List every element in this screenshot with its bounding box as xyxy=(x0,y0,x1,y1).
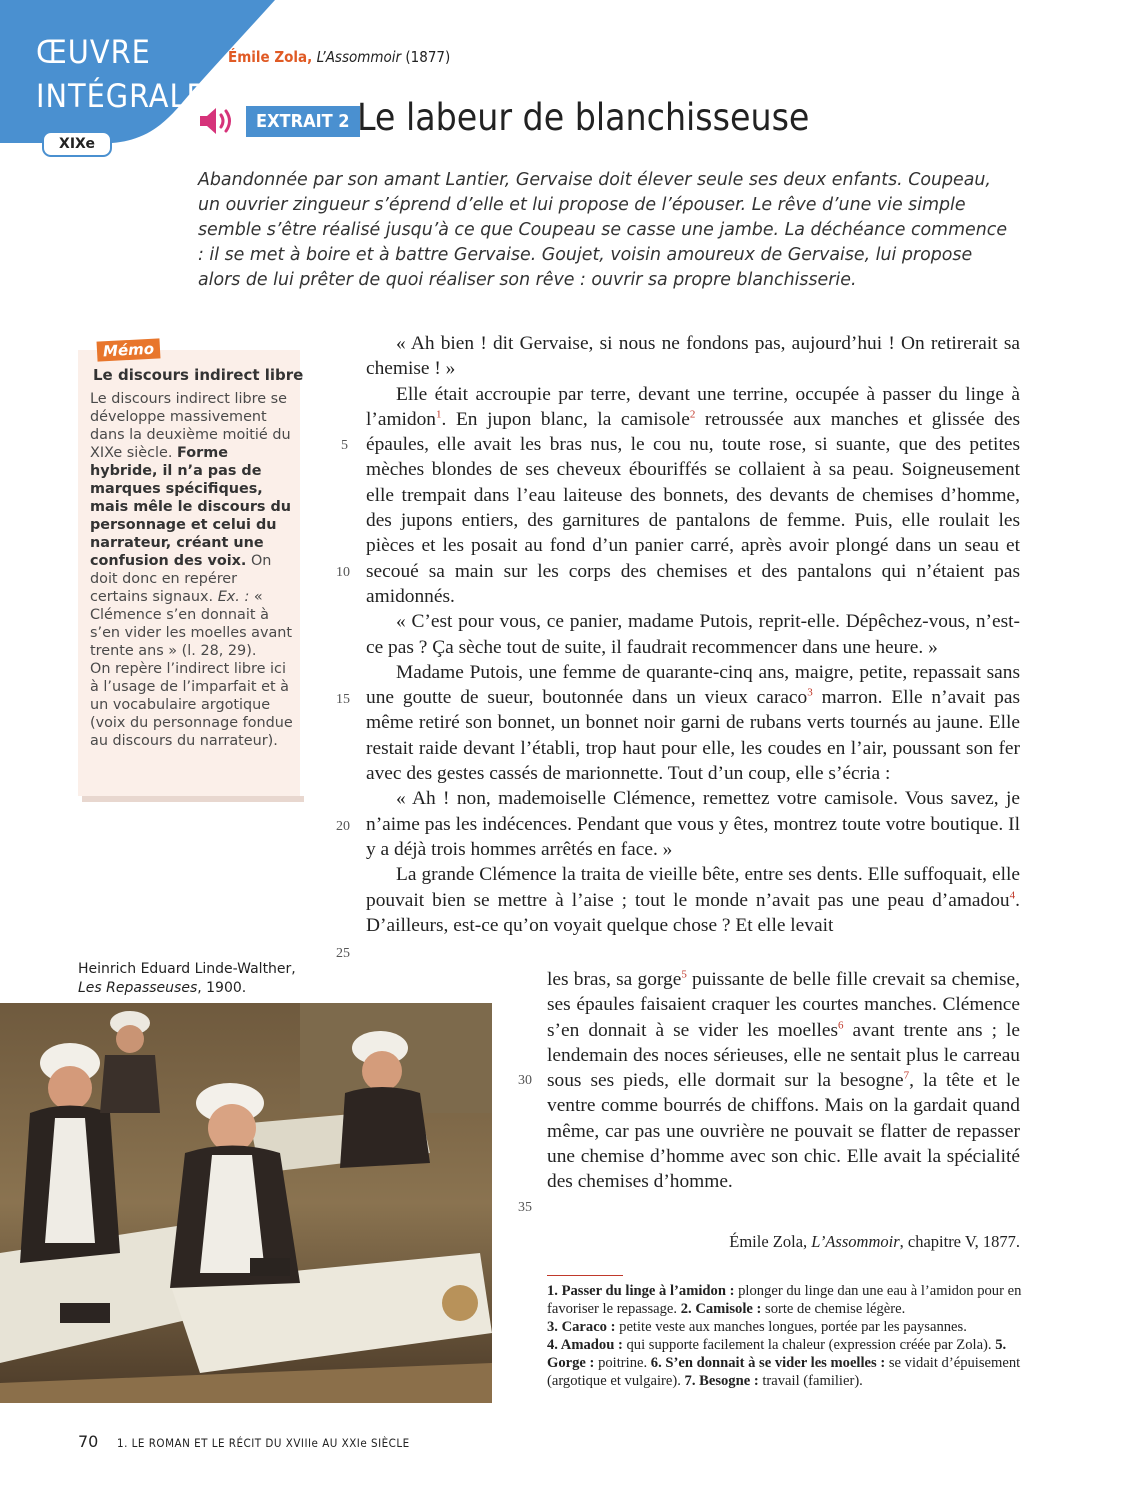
footnote-6-def: se vidait d’épuisement (argotique et vulgaire). xyxy=(547,1355,1021,1389)
paragraph-6-continued xyxy=(547,967,1020,1195)
paragraph-6 xyxy=(366,862,1020,938)
caption-author: Heinrich Eduard Linde-Walther, xyxy=(78,961,296,977)
footnote-6-term: 6. S’en donnait à se vider les moelles : xyxy=(650,1355,886,1371)
paragraph-3: « C’est pour vous, ce panier, madame Putois, reprit-elle. Dépêchez-vous, n’est-ce pas ? Ça sèche tout de suite, il faudrait recommencer dans une heure. » xyxy=(366,611,1020,658)
painting-les-repasseuses xyxy=(0,1003,492,1403)
p4-part-b: marron. Elle n’avait pas même retiré son bonnet, un bonnet noir garni de rubans verts tournés au jaune. Elle restait raide devant l’établi, trop haut pour elle, les coudes en l’air, poussant son fer avec des gestes cassés de marionnette. Tout d’un coup, elle s’écria : xyxy=(366,687,1020,785)
line-number: 15 xyxy=(336,692,350,707)
siecle-badge: XIXe xyxy=(42,131,112,157)
footnote-7-def: travail (familier). xyxy=(758,1373,863,1389)
extrait-tag: EXTRAIT 2 xyxy=(246,106,360,137)
p2-part-a: Elle était accroupie par terre, devant une terrine, occupée à passer du linge à l’amidon xyxy=(366,383,1020,430)
p6-part-a: La grande Clémence la traita de vieille bête, entre ses dents. Elle suffoquait, elle pouvait bien se mettre à l’aise ; tout le monde n’avait pas une peau d’amadou xyxy=(366,864,1020,911)
main-text-narrow xyxy=(547,967,1020,1195)
line-number: 5 xyxy=(341,438,348,453)
footnote-7-term: 7. Besogne : xyxy=(684,1373,759,1389)
memo-text-a: Le discours indirect libre se développe massivement dans la deuxième moitié du XIXe siècle. xyxy=(90,391,291,461)
memo-ex-text: « Clémence s’en donnait à s’en vider les moelles avant trente ans » (l. 28, 29). xyxy=(90,589,293,659)
footnote-2-def: sorte de chemise légère. xyxy=(761,1301,906,1317)
p2-part-b: . En jupon blanc, la camisole xyxy=(441,408,690,430)
source-prefix: Émile Zola, xyxy=(729,1232,812,1251)
p6-part-b: . D’ailleurs, est-ce qu’on voyait quelque chose ? Et elle levait xyxy=(366,889,1020,936)
footnote-5-term: 5. Gorge : xyxy=(547,1337,1007,1371)
source-title: L’Assommoir xyxy=(811,1232,900,1251)
running-head: 1. LE ROMAN ET LE RÉCIT DU XVIIIe AU XXIe SIÈCLE xyxy=(117,1436,410,1450)
memo-text-d: On repère l’indirect libre ici à l’usage de l’imparfait et à un vocabulaire argotique (voix du personnage fondue au discours du narrateur). xyxy=(90,661,293,749)
footnote-3-term: 3. Caraco : xyxy=(547,1319,616,1335)
integrale-label: INTÉGRALE xyxy=(36,77,206,115)
footnote-ref-2[interactable]: 2 xyxy=(689,408,696,421)
memo-tag: Mémo xyxy=(97,338,161,361)
oeuvre-label: ŒUVRE xyxy=(36,33,151,71)
memo-text xyxy=(90,390,295,750)
work-year: (1877) xyxy=(405,48,451,66)
line-number: 20 xyxy=(336,819,350,834)
p6-part-f: , la tête et le ventre comme bourrés de chiffons. Mais on la gardait quand même, car pas une ouvrière ne pouvait se flatter de repasser une chemise d’homme avec son chic. Elle avait la spécialité des chemises d’homme. xyxy=(547,1070,1020,1193)
footnote-divider xyxy=(547,1275,623,1276)
author-line xyxy=(228,48,450,66)
footnote-2-term: 2. Camisole : xyxy=(680,1301,762,1317)
page-number: 70 xyxy=(78,1432,99,1451)
work-title: L’Assommoir xyxy=(316,48,402,66)
painting-caption xyxy=(78,960,296,998)
footnote-ref-6[interactable]: 6 xyxy=(838,1019,844,1032)
footnote-ref-7[interactable]: 7 xyxy=(903,1069,910,1082)
footnote-3-def: petite veste aux manches longues, portée par les paysannes. xyxy=(615,1319,967,1335)
memo-text-b: Forme hybride, il n’a pas de marques spécifiques, mais mêle le discours du personnage et celui du narrateur, créant une confusion des voix. xyxy=(90,445,292,569)
intro-paragraph: Abandonnée par son amant Lantier, Gervaise doit élever seule ses deux enfants. Coupeau, un ouvrier zingueur s’éprend d’elle et lui propose de l’épouser. Le rêve d’une vie simple semble s’être réalisé jusqu’à ce que Coupeau se casse une jambe. La déchéance commence : il se met à boire et à battre Gervaise. Goujet, voisin amoureux de Gervaise, lui propose alors de lui prêter de quoi réaliser son rêve : ouvrir sa propre blanchisserie. xyxy=(198,170,1008,290)
footnote-ref-4[interactable]: 4 xyxy=(1009,889,1016,902)
caption-year: , 1900. xyxy=(197,980,247,996)
caption-title: Les Repasseuses xyxy=(78,980,198,996)
footnote-ref-1[interactable]: 1 xyxy=(436,408,442,421)
paragraph-4 xyxy=(366,660,1020,786)
speaker-icon[interactable] xyxy=(198,105,236,137)
page-title: Le labeur de blanchisseuse xyxy=(357,96,810,139)
footnote-5-def: poitrine. xyxy=(594,1355,651,1371)
paragraph-2 xyxy=(366,382,1020,610)
line-number: 35 xyxy=(518,1200,532,1215)
author-name: Émile Zola, xyxy=(228,48,313,66)
footnotes xyxy=(547,1282,1022,1390)
p2-part-c: retroussée aux manches et glissée des épaules, elle avait les bras nus, le cou nu, toute rose, si suante, que des petites mèches blondes de ses cheveux ébouriffés se collaient à sa peau. Soigneusement elle trempait dans l’eau laiteuse des bonnets, des devants de chemises d’homme, des jupons entiers, des garnitures de pantalons de femme. Puis, elle roulait les pièces et les posait au fond d’un panier carré, après avoir plongé dans un seau et secoué sa main sur les corps des chemises et des pantalons qui n’étaient pas amidonnés. xyxy=(366,408,1020,607)
memo-title: Le discours indirect libre xyxy=(93,366,304,384)
memo-ex-label: Ex. : xyxy=(217,589,250,605)
paragraph-1: « Ah bien ! dit Gervaise, si nous ne fondons pas, aujourd’hui ! On retirerait sa chemise ! » xyxy=(366,333,1020,380)
line-number: 10 xyxy=(336,565,350,580)
p6-part-e: avant trente ans ; le lendemain des noces sérieuses, elle ne sentait plus le carreau sous ses pieds, elle dormait sur la besogne xyxy=(547,1019,1020,1092)
memo-text-c: On doit donc en repérer certains signaux. xyxy=(90,553,272,605)
footnote-1-def: plonger du linge dan une eau à l’amidon pour en favoriser le repassage. xyxy=(547,1283,1022,1317)
p6-part-d: puissante de belle fille crevait sa chemise, ses épaules faisaient craquer les courtes manches. Clémence s’en donnait à se vider les moelles xyxy=(547,969,1021,1041)
memo-shadow xyxy=(82,796,304,802)
footnote-ref-5[interactable]: 5 xyxy=(681,968,687,981)
footnote-ref-3[interactable]: 3 xyxy=(807,686,813,699)
p4-part-a: Madame Putois, une femme de quarante-cinq ans, maigre, petite, repassait sans une goutte de sueur, boutonnée dans un vieux caraco xyxy=(366,661,1020,709)
line-number: 30 xyxy=(518,1073,532,1088)
main-text-wide xyxy=(366,331,1020,938)
footnote-4-term: 4. Amadou : xyxy=(547,1337,623,1353)
footnote-1-term: 1. Passer du linge à l’amidon : xyxy=(547,1283,735,1299)
source-suffix: , chapitre V, 1877. xyxy=(899,1232,1020,1251)
paragraph-5: « Ah ! non, mademoiselle Clémence, remettez votre camisole. Vous savez, je n’aime pas les indécences. Pendant que vous y êtes, montrez toute votre boutique. Il y a déjà trois hommes arrêtés en face. » xyxy=(366,788,1020,860)
p6-part-c: les bras, sa gorge xyxy=(547,969,682,990)
source-citation xyxy=(600,1232,1020,1252)
footnote-4-def: qui supporte facilement la chaleur (expression créée par Zola). xyxy=(622,1337,996,1353)
line-number: 25 xyxy=(336,946,350,961)
